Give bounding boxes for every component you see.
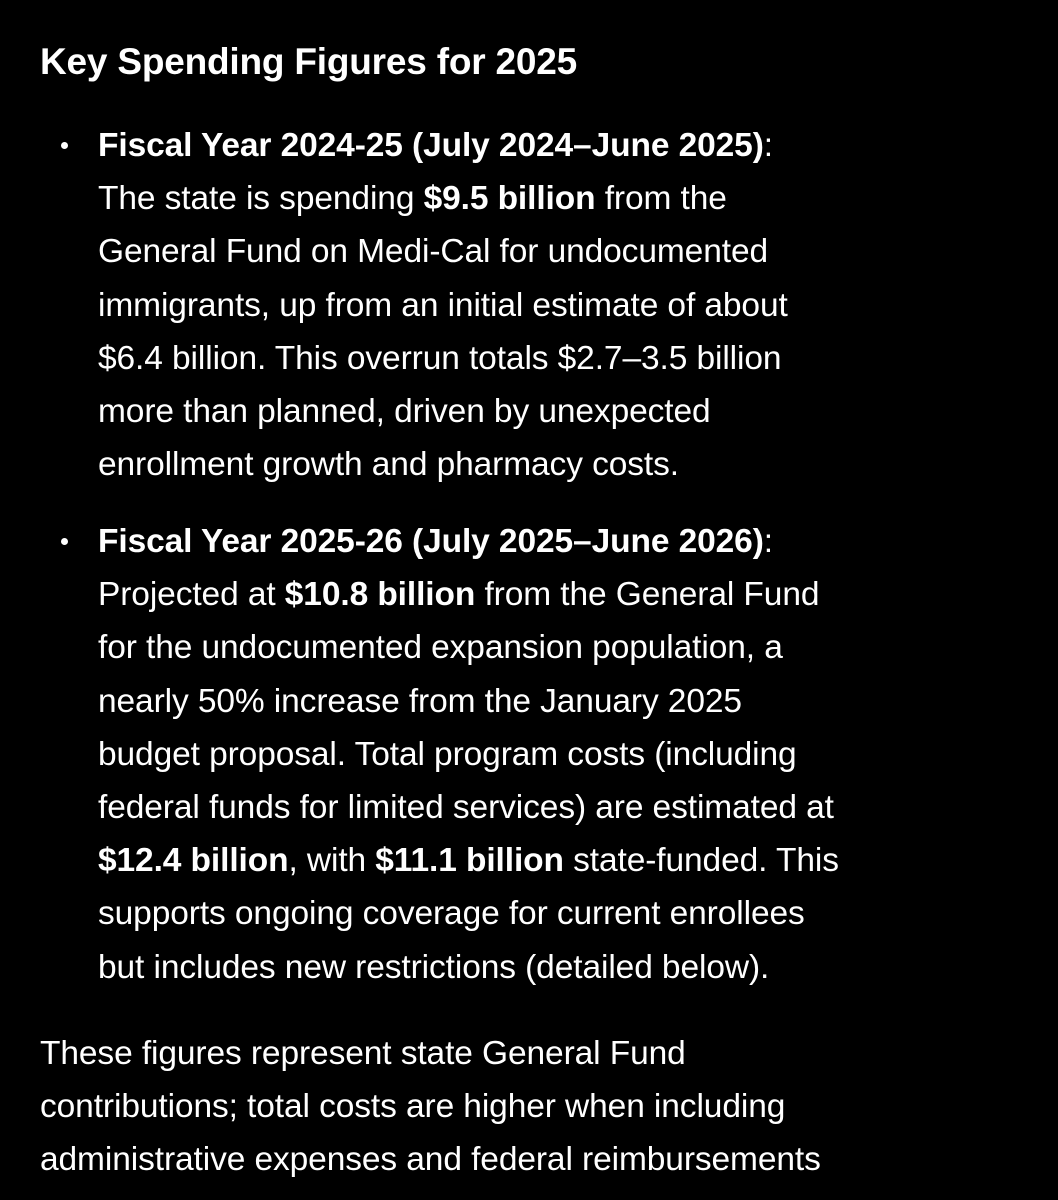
text-run: The state is spending xyxy=(98,180,424,218)
bold-text-run: $9.5 billion xyxy=(423,180,596,218)
bullet-dot-icon xyxy=(61,538,68,545)
bullet-line xyxy=(98,621,1038,674)
bold-text-run: $11.1 billion xyxy=(375,842,564,880)
bullet-line xyxy=(98,332,1038,385)
closing-paragraph xyxy=(40,1027,1050,1187)
text-run: state-funded. This xyxy=(563,842,839,880)
text-run: for the undocumented expansion population, a xyxy=(98,629,783,667)
bullet-line xyxy=(98,385,1038,438)
bullet-line xyxy=(98,568,1038,621)
bullet-item-fy2025-26 xyxy=(98,515,1038,994)
text-run: more than planned, driven by unexpected xyxy=(98,392,711,430)
section-heading: Key Spending Figures for 2025 xyxy=(40,41,578,82)
text-run: $6.4 billion. This overrun totals $2.7–3.5 billion xyxy=(98,339,782,377)
bullet-text xyxy=(98,515,1038,994)
bullet-line xyxy=(98,438,1038,491)
text-run: from the General Fund xyxy=(475,576,820,614)
text-run: from the xyxy=(595,180,727,218)
bold-text-run: $12.4 billion xyxy=(98,842,289,880)
bold-text-run: Fiscal Year 2024-25 (July 2024–June 2025) xyxy=(98,127,764,164)
text-run: General Fund on Medi-Cal for undocumented xyxy=(98,233,769,271)
text-run: supports ongoing coverage for current enrollees xyxy=(98,895,805,933)
closing-line: These figures represent state General Fund xyxy=(40,1035,686,1072)
bullet-text xyxy=(98,119,1038,491)
bullet-line xyxy=(98,728,1038,781)
bold-text-run: Fiscal Year 2025-26 (July 2025–June 2026) xyxy=(98,523,764,560)
closing-line: administrative expenses and federal reimbursements xyxy=(40,1141,821,1179)
text-run: Projected at xyxy=(98,576,285,614)
text-run: budget proposal. Total program costs (including xyxy=(98,735,797,773)
bullet-line xyxy=(98,119,1038,172)
bullet-line xyxy=(98,834,1038,887)
text-run: enrollment growth and pharmacy costs. xyxy=(98,446,679,484)
bold-text-run: $10.8 billion xyxy=(284,576,476,614)
text-run: : xyxy=(763,127,773,164)
text-run: nearly 50% increase from the January 2025 xyxy=(98,682,742,720)
text-run: but includes new restrictions (detailed below). xyxy=(98,948,770,986)
bullet-line xyxy=(98,172,1038,225)
bullet-line xyxy=(98,781,1038,834)
bullet-line xyxy=(98,887,1038,940)
text-run: , with xyxy=(288,842,376,880)
text-run: immigrants, up from an initial estimate of about xyxy=(98,286,788,324)
text-run: : xyxy=(763,523,773,560)
bullet-line xyxy=(98,225,1038,278)
bullet-line xyxy=(98,941,1038,994)
bullet-line xyxy=(98,279,1038,332)
bullet-item-fy2024-25 xyxy=(98,119,1038,491)
bullet-line xyxy=(98,515,1038,568)
closing-line: contributions; total costs are higher when including xyxy=(40,1088,786,1126)
bullet-dot-icon xyxy=(61,142,68,149)
text-run: federal funds for limited services) are estimated at xyxy=(98,788,834,826)
bullet-line xyxy=(98,675,1038,728)
